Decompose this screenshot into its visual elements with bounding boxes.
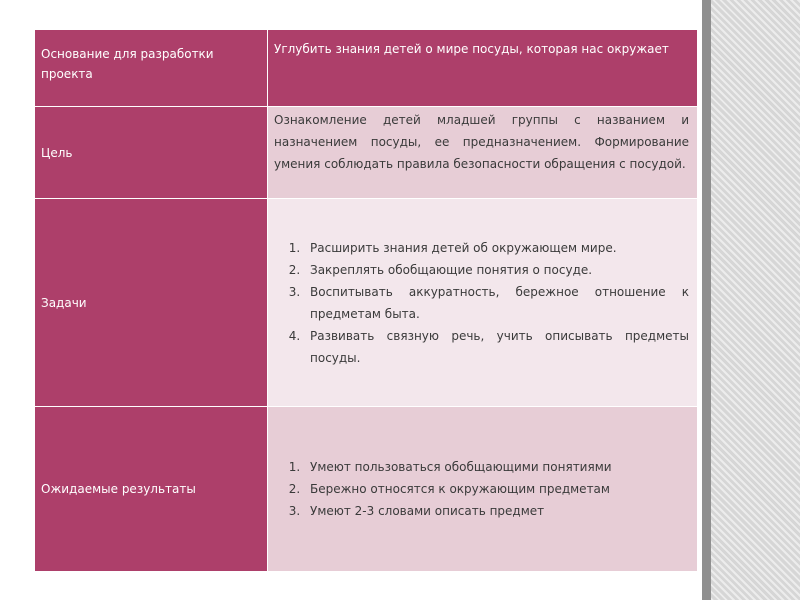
- row-label-results: Ожидаемые результаты: [35, 407, 268, 572]
- list-item: 1. Расширить знания детей об окружающем мире.: [304, 237, 689, 259]
- row-label-goal: Цель: [35, 107, 268, 199]
- row-content-tasks: [268, 199, 698, 407]
- row-label-basis: Основание для разработки проекта: [35, 30, 268, 107]
- list-item: 2. Бережно относятся к окружающим предметам: [304, 478, 689, 500]
- row-content-goal: Ознакомление детей младшей группы с названием и назначением посуды, ее предназначением. Формирование умения соблюдать правила безопасности обращения с посудой.: [268, 107, 698, 199]
- results-list: [274, 456, 689, 522]
- table-row: [35, 407, 698, 572]
- list-item: 3. Умеют 2-3 словами описать предмет: [304, 500, 689, 522]
- table-row: [35, 30, 698, 107]
- list-item: 4. Развивать связную речь, учить описывать предметы посуды.: [304, 325, 689, 369]
- decorative-side-band: [702, 0, 711, 600]
- table-row: [35, 199, 698, 407]
- row-label-tasks: Задачи: [35, 199, 268, 407]
- list-item: 3. Воспитывать аккуратность, бережное отношение к предметам быта.: [304, 281, 689, 325]
- row-content-basis: Углубить знания детей о мире посуды, которая нас окружает: [268, 30, 698, 107]
- decorative-striped-panel: [711, 0, 800, 600]
- row-content-results: [268, 407, 698, 572]
- list-item: 2. Закреплять обобщающие понятия о посуде.: [304, 259, 689, 281]
- project-table: [34, 29, 698, 572]
- tasks-list: [274, 237, 689, 369]
- table-row: [35, 107, 698, 199]
- list-item: 1. Умеют пользоваться обобщающими понятиями: [304, 456, 689, 478]
